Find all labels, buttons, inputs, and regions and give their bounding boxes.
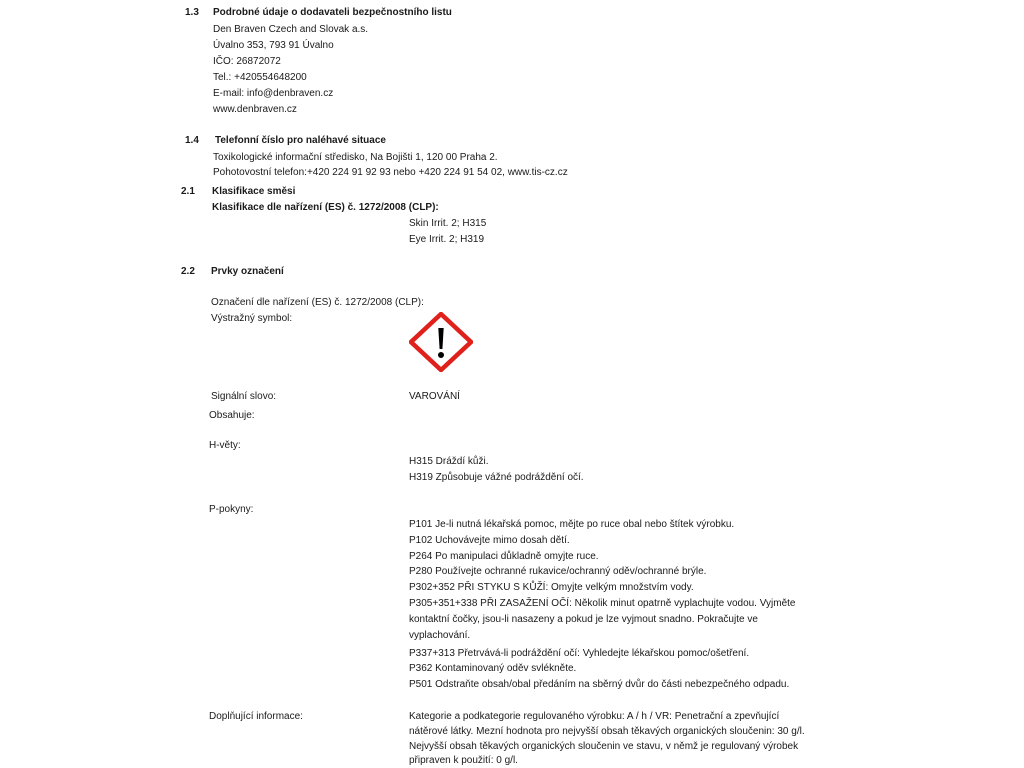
supplier-website: www.denbraven.cz bbox=[213, 104, 297, 115]
p-statement-continued: vyplachování. bbox=[409, 630, 471, 641]
p-statements-label: P-pokyny: bbox=[209, 504, 254, 515]
h-statement: H315 Dráždí kůži. bbox=[409, 456, 489, 467]
section-number: 1.3 bbox=[185, 7, 199, 18]
section-heading: Podrobné údaje o dodavateli bezpečnostního listu bbox=[213, 7, 452, 18]
classification-item: Eye Irrit. 2; H319 bbox=[409, 234, 485, 245]
labeling-regulation: Označení dle nařízení (ES) č. 1272/2008 (CLP): bbox=[211, 297, 424, 308]
section-number: 2.1 bbox=[181, 186, 195, 197]
supplementary-info-line: Nejvyšší obsah těkavých organických sloučenin ve stavu, v němž je regulovaný výrobek bbox=[409, 741, 799, 752]
supplier-name: Den Braven Czech and Slovak a.s. bbox=[213, 24, 369, 35]
supplier-ico: IČO: 26872072 bbox=[213, 56, 281, 67]
p-statement: P362 Kontaminovaný oděv svlékněte. bbox=[409, 663, 577, 674]
supplier-phone: Tel.: +420554648200 bbox=[213, 72, 307, 83]
p-statement: P305+351+338 PŘI ZASAŽENÍ OČÍ: Několik minut opatrně vyplachujte vodou. Vyjměte bbox=[409, 598, 796, 609]
supplementary-info-label: Doplňující informace: bbox=[209, 711, 303, 722]
section-heading: Telefonní číslo pro naléhavé situace bbox=[215, 135, 386, 146]
section-heading: Klasifikace směsi bbox=[212, 186, 296, 197]
section-number: 1.4 bbox=[185, 135, 199, 146]
p-statement: P280 Používejte ochranné rukavice/ochranný oděv/ochranné brýle. bbox=[409, 566, 707, 577]
signal-word-label: Signální slovo: bbox=[211, 391, 277, 402]
emergency-center: Toxikologické informační středisko, Na Bojišti 1, 120 00 Praha 2. bbox=[213, 152, 498, 163]
emergency-phone: Pohotovostní telefon:+420 224 91 92 93 nebo +420 224 91 54 02, www.tis-cz.cz bbox=[213, 167, 568, 178]
h-statements-label: H-věty: bbox=[209, 440, 241, 451]
h-statement: H319 Způsobuje vážné podráždění očí. bbox=[409, 472, 584, 483]
p-statement: P101 Je-li nutná lékařská pomoc, mějte po ruce obal nebo štítek výrobku. bbox=[409, 519, 735, 530]
p-statement: P102 Uchovávejte mimo dosah dětí. bbox=[409, 535, 570, 546]
supplementary-info-line: nátěrové látky. Mezní hodnota pro nejvyšší obsah těkavých organických sloučenin: 30 g/l. bbox=[409, 726, 805, 737]
classification-subheading: Klasifikace dle nařízení (ES) č. 1272/2008 (CLP): bbox=[212, 202, 439, 213]
p-statement: P302+352 PŘI STYKU S KŮŽÍ: Omyjte velkým množstvím vody. bbox=[409, 582, 694, 593]
section-heading: Prvky označení bbox=[211, 266, 284, 277]
supplementary-info-line: Kategorie a podkategorie regulovaného výrobku: A / h / VR: Penetrační a zpevňující bbox=[409, 711, 780, 722]
supplementary-info-line: připraven k použití: 0 g/l. bbox=[409, 755, 518, 766]
classification-item: Skin Irrit. 2; H315 bbox=[409, 218, 487, 229]
section-number: 2.2 bbox=[181, 266, 195, 277]
exclamation-pictogram-icon bbox=[409, 312, 473, 372]
signal-word: VAROVÁNÍ bbox=[409, 391, 460, 402]
contains-label: Obsahuje: bbox=[209, 410, 255, 421]
p-statement: P501 Odstraňte obsah/obal předáním na sběrný dvůr do části nebezpečného odpadu. bbox=[409, 679, 790, 690]
p-statement-continued: kontaktní čočky, jsou-li nasazeny a pokud je lze vyjmout snadno. Pokračujte ve bbox=[409, 614, 758, 625]
p-statement: P264 Po manipulaci důkladně omyjte ruce. bbox=[409, 551, 599, 562]
warning-symbol-label: Výstražný symbol: bbox=[211, 313, 293, 324]
p-statement: P337+313 Přetrvává-li podráždění očí: Vyhledejte lékařskou pomoc/ošetření. bbox=[409, 648, 750, 659]
supplier-address: Úvalno 353, 793 91 Úvalno bbox=[213, 40, 334, 51]
supplier-email: E-mail: info@denbraven.cz bbox=[213, 88, 334, 99]
